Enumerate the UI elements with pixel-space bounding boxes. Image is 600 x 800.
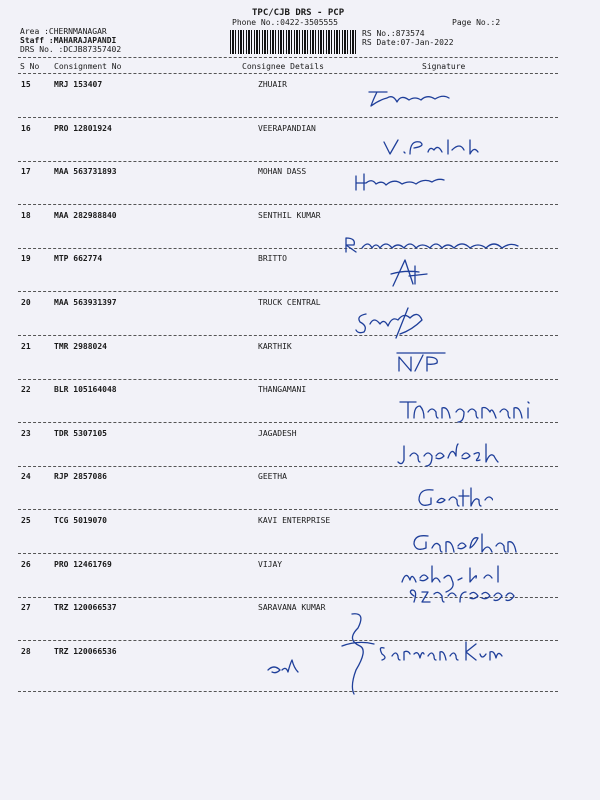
- area-label: Area :CHERNMANAGAR: [20, 27, 107, 36]
- row-serial-number: 15: [21, 80, 31, 89]
- row-consignment-number: MAA 563931397: [54, 298, 117, 307]
- row-consignee-name: SARAVANA KUMAR: [258, 603, 326, 612]
- divider: [18, 73, 558, 74]
- table-row: [0, 167, 600, 207]
- table-row: [0, 342, 600, 382]
- signature-24: [413, 484, 493, 512]
- signature-15: [365, 86, 455, 110]
- column-header-consignee: Consignee Details: [242, 62, 324, 71]
- row-divider: [18, 161, 558, 162]
- table-row: [0, 298, 600, 338]
- row-consignment-number: MAA 563731893: [54, 167, 117, 176]
- row-serial-number: 21: [21, 342, 31, 351]
- table-row: [0, 429, 600, 469]
- signature-25: [408, 530, 518, 556]
- row-consignee-name: KARTHIK: [258, 342, 292, 351]
- row-consignment-number: TMR 2988024: [54, 342, 107, 351]
- signature-27: [338, 610, 508, 700]
- divider: [18, 691, 558, 692]
- row-serial-number: 27: [21, 603, 31, 612]
- row-divider: [18, 379, 558, 380]
- row-consignment-number: TDR 5307105: [54, 429, 107, 438]
- drs-number: DRS No. :DCJB87357402: [20, 45, 122, 54]
- row-consignment-number: MTP 662774: [54, 254, 103, 263]
- row-consignment-number: BLR 105164048: [54, 385, 117, 394]
- divider: [18, 57, 558, 58]
- row-divider: [18, 335, 558, 336]
- column-header-sno: S No: [20, 62, 40, 71]
- barcode-image: [230, 30, 356, 54]
- page-number: Page No.:2: [452, 18, 501, 27]
- row-serial-number: 23: [21, 429, 31, 438]
- row-consignee-name: GEETHA: [258, 472, 287, 481]
- table-row: [0, 80, 600, 120]
- row-serial-number: 17: [21, 167, 31, 176]
- row-serial-number: 20: [21, 298, 31, 307]
- row-consignment-number: RJP 2857086: [54, 472, 107, 481]
- signature-22: [396, 396, 536, 424]
- signature-23: [396, 440, 506, 468]
- row-divider: [18, 204, 558, 205]
- row-consignee-name: VEERAPANDIAN: [258, 124, 316, 133]
- staff-label: Staff :MAHARAJAPANDI: [20, 36, 117, 45]
- row-serial-number: 26: [21, 560, 31, 569]
- row-consignment-number: MAA 282988840: [54, 211, 117, 220]
- row-divider: [18, 117, 558, 118]
- row-consignee-name: MOHAN DASS: [258, 167, 307, 176]
- signature-18: [342, 234, 522, 256]
- signature-21: [393, 349, 449, 375]
- table-row: [0, 124, 600, 164]
- row-serial-number: 18: [21, 211, 31, 220]
- row-consignee-name: VIJAY: [258, 560, 283, 569]
- row-consignee-name: TRUCK CENTRAL: [258, 298, 321, 307]
- signature-26: [398, 562, 522, 606]
- row-consignment-number: TRZ 120066537: [54, 603, 117, 612]
- row-serial-number: 16: [21, 124, 31, 133]
- row-consignee-name: KAVI ENTERPRISE: [258, 516, 331, 525]
- rs-number: RS No.:873574: [362, 29, 425, 38]
- phone-number: Phone No.:0422-3505555: [232, 18, 338, 27]
- row-consignee-name: ZHUAIR: [258, 80, 287, 89]
- table-row: [0, 254, 600, 294]
- signature-28: [264, 656, 304, 678]
- signature-16: [380, 134, 480, 160]
- row-consignment-number: PRO 12801924: [54, 124, 112, 133]
- row-serial-number: 25: [21, 516, 31, 525]
- rs-date: RS Date:07-Jan-2022: [362, 38, 454, 47]
- row-serial-number: 19: [21, 254, 31, 263]
- row-consignment-number: PRO 12461769: [54, 560, 112, 569]
- column-header-signature: Signature: [422, 62, 466, 71]
- signature-20: [352, 306, 432, 340]
- column-header-consignment: Consignment No: [54, 62, 122, 71]
- signature-17: [350, 170, 450, 194]
- document-title: TPC/CJB DRS - PCP: [252, 8, 345, 18]
- row-serial-number: 22: [21, 385, 31, 394]
- row-consignee-name: THANGAMANI: [258, 385, 307, 394]
- signature-19: [385, 258, 435, 288]
- row-serial-number: 28: [21, 647, 31, 656]
- row-consignee-name: SENTHIL KUMAR: [258, 211, 321, 220]
- row-consignment-number: TCG 5019070: [54, 516, 107, 525]
- row-consignment-number: TRZ 120066536: [54, 647, 117, 656]
- table-row: [0, 472, 600, 512]
- row-divider: [18, 291, 558, 292]
- row-consignee-name: BRITTO: [258, 254, 287, 263]
- row-consignment-number: MRJ 153407: [54, 80, 103, 89]
- table-row: [0, 603, 600, 643]
- row-serial-number: 24: [21, 472, 31, 481]
- row-consignee-name: JAGADESH: [258, 429, 297, 438]
